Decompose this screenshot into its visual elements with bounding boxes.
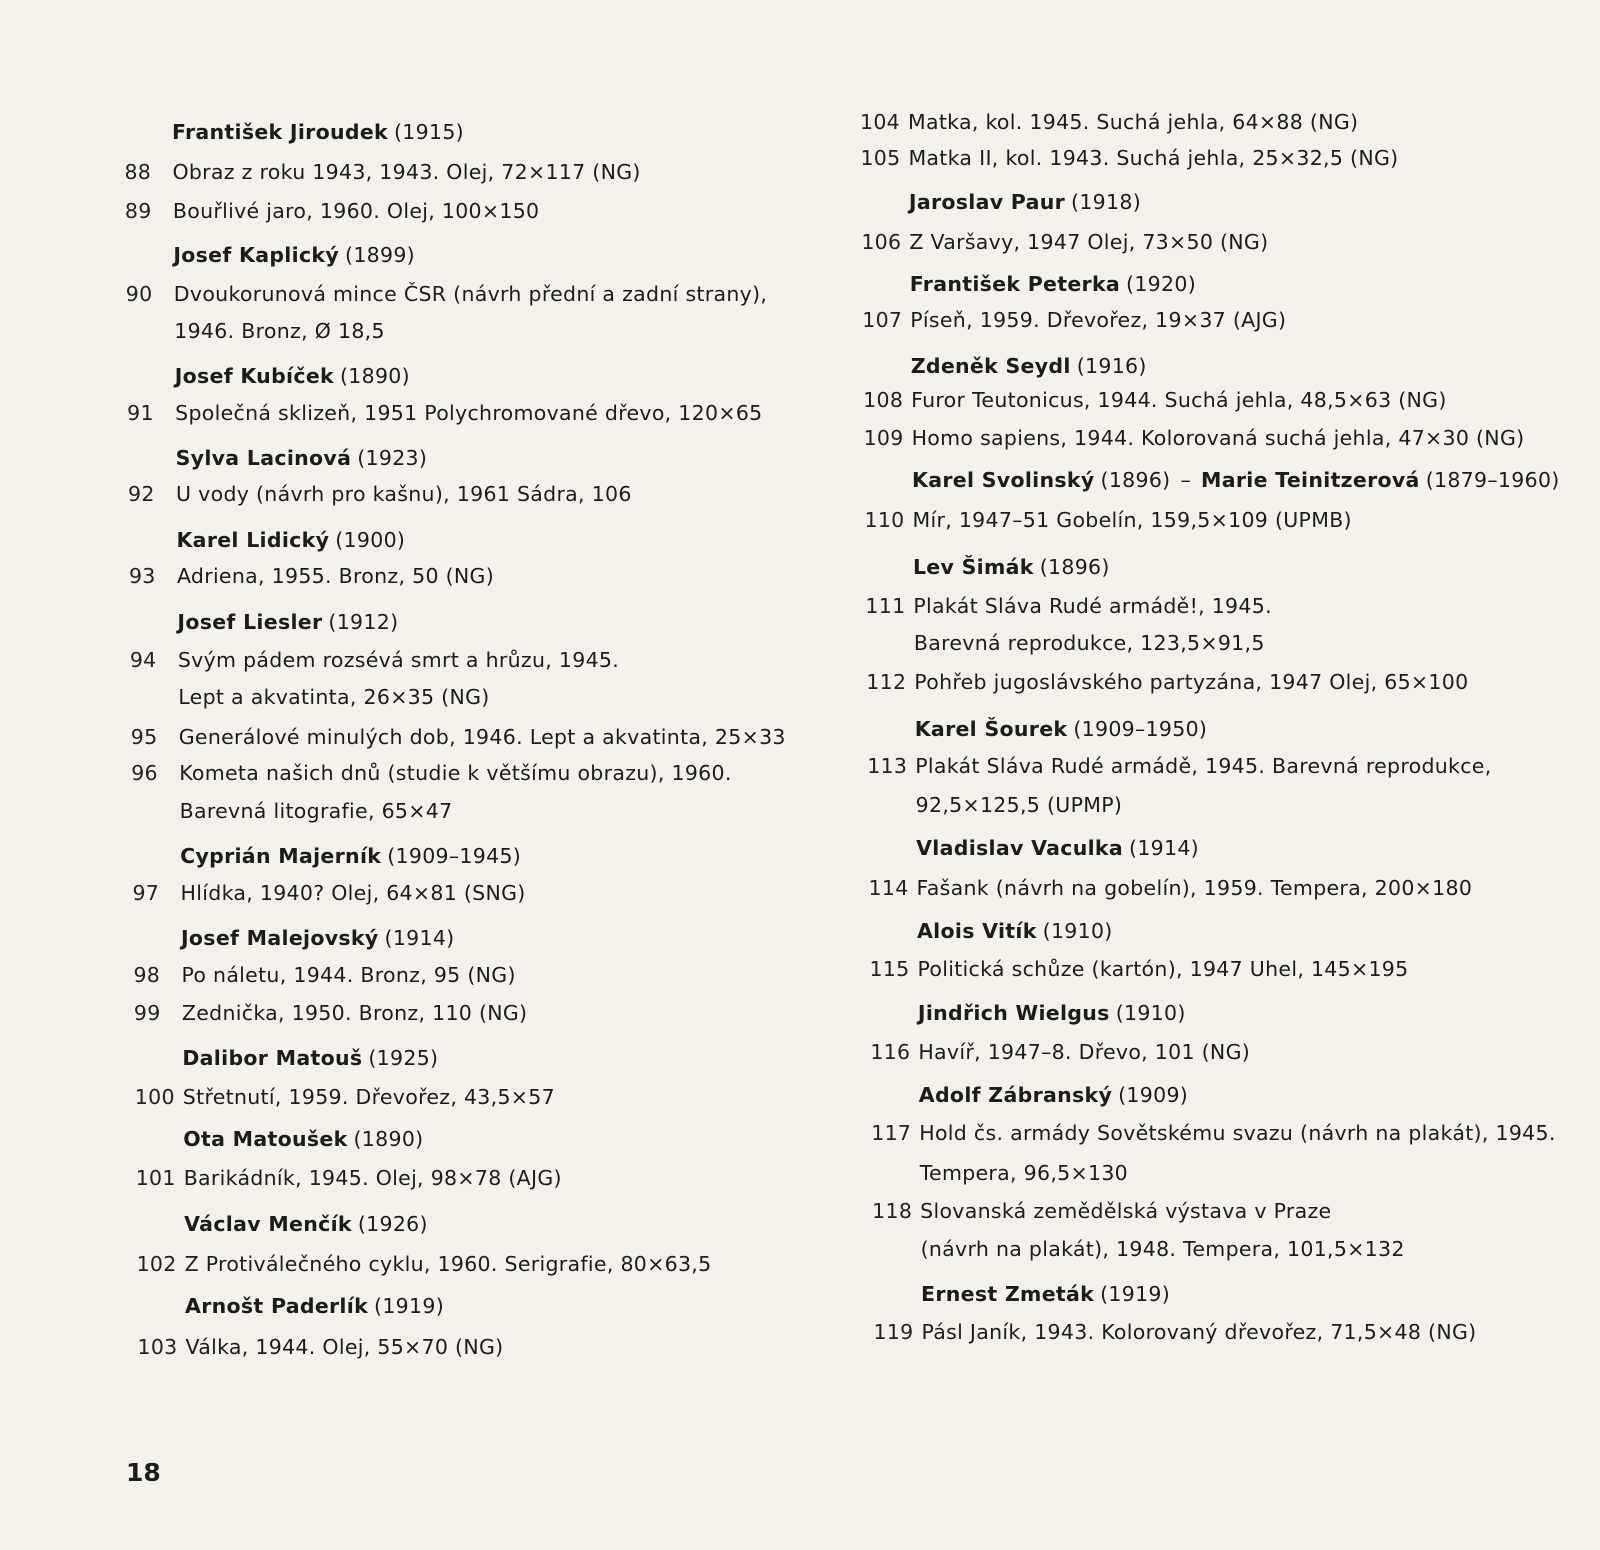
artist-heading <box>860 348 1600 384</box>
catalog-entry <box>860 588 1600 624</box>
entry-number: 116 <box>870 1040 911 1064</box>
entry-description-continued: Tempera, 96,5×130 <box>919 1161 1129 1185</box>
artist-heading <box>0 1288 800 1324</box>
entry-number: 103 <box>137 1335 178 1359</box>
artist-heading <box>0 920 800 956</box>
catalog-entry <box>0 476 800 512</box>
catalog-entry <box>0 276 800 312</box>
catalog-entry <box>0 1079 800 1115</box>
artist-name: František Jiroudek <box>172 120 388 144</box>
catalog-entry <box>860 870 1600 906</box>
entry-description-continued: Barevná reprodukce, 123,5×91,5 <box>913 631 1265 655</box>
entry-description: Svým pádem rozsévá smrt a hrůzu, 1945. <box>177 648 620 672</box>
artist-name: František Peterka <box>909 272 1121 296</box>
catalog-entry <box>860 1314 1600 1350</box>
entry-number: 89 <box>124 199 152 223</box>
entry-number: 110 <box>864 508 905 532</box>
artist-name-line <box>175 364 410 388</box>
artist-name: Václav Menčík <box>184 1212 352 1236</box>
entry-description-continued: (návrh na plakát), 1948. Tempera, 101,5×132 <box>920 1237 1405 1261</box>
artist-heading <box>0 440 800 476</box>
artist-name: Josef Kaplický <box>173 243 340 267</box>
entry-number: 95 <box>130 725 158 749</box>
artist-years: (1914) <box>1129 836 1199 860</box>
artist-name: Zdeněk Seydl <box>910 354 1071 378</box>
entry-number: 104 <box>860 110 901 134</box>
artist-years: (1896) <box>1039 555 1110 579</box>
artist-years: (1890) <box>353 1127 424 1151</box>
entry-description: Bouřlivé jaro, 1960. Olej, 100×150 <box>172 199 540 223</box>
artist-years: (1909–1945) <box>387 844 522 868</box>
artist-heading <box>0 838 800 874</box>
artist-name: Ota Matoušek <box>183 1127 348 1151</box>
artist-name-line <box>182 1046 438 1070</box>
entry-number: 119 <box>873 1320 914 1344</box>
entry-number: 118 <box>872 1199 913 1223</box>
catalog-entry <box>860 1115 1600 1151</box>
artist-name-line <box>912 468 1560 492</box>
entry-number: 114 <box>868 876 909 900</box>
entry-description: Hold čs. armády Sovětskému svazu (návrh na plakát), 1945. <box>919 1121 1556 1145</box>
artist-name-line <box>918 1001 1186 1025</box>
entry-description: Kometa našich dnů (studie k většímu obrazu), 1960. <box>179 761 732 785</box>
entry-number: 102 <box>136 1252 177 1276</box>
entry-description: Z Varšavy, 1947 Olej, 73×50 (NG) <box>909 230 1269 254</box>
artist-name: Dalibor Matouš <box>182 1046 363 1070</box>
artist-name-line <box>921 1282 1170 1306</box>
catalog-entry <box>0 558 800 594</box>
entry-continuation <box>0 313 800 349</box>
artist-name: Karel Šourek <box>914 717 1068 741</box>
artist-years: (1920) <box>1126 272 1197 296</box>
artist-heading <box>0 604 800 640</box>
artist-years: (1896) <box>1100 468 1171 492</box>
entry-continuation <box>0 793 800 829</box>
artist-years: (1918) <box>1071 190 1141 214</box>
artist-name-line <box>913 555 1110 579</box>
artist-years: (1899) <box>345 243 415 267</box>
artist-name-line <box>185 1294 444 1318</box>
catalog-entry <box>860 224 1600 260</box>
artist-name: Jindřich Wielgus <box>917 1001 1110 1025</box>
entry-number: 101 <box>135 1166 176 1190</box>
artist-years: (1914) <box>384 926 455 950</box>
artist-heading <box>0 114 800 150</box>
entry-number: 115 <box>869 957 910 981</box>
artist-name: Josef Malejovský <box>181 926 379 950</box>
entry-number: 92 <box>128 482 155 506</box>
entry-number: 107 <box>862 308 903 332</box>
artist-name: Josef Kubíček <box>174 364 334 388</box>
artist-name: Karel Lidický <box>176 528 330 552</box>
artist-heading <box>860 995 1600 1031</box>
entry-continuation <box>860 1231 1600 1267</box>
artist-years: (1923) <box>357 446 428 470</box>
entry-continuation <box>0 679 800 715</box>
entry-description: Pásl Janík, 1943. Kolorovaný dřevořez, 71,5×48 (NG) <box>921 1320 1477 1344</box>
entry-continuation <box>860 787 1600 823</box>
artist-years: (1910) <box>1115 1001 1186 1025</box>
entry-number: 106 <box>861 230 902 254</box>
catalog-entry <box>860 951 1600 987</box>
catalog-entry <box>0 1329 800 1365</box>
artist-name-line <box>911 354 1147 378</box>
artist-name: Lev Šimák <box>912 555 1034 579</box>
entry-description: Obraz z roku 1943, 1943. Olej, 72×117 (NG) <box>172 160 641 184</box>
entry-number: 96 <box>131 761 158 785</box>
entry-description: Dvoukorunová mince ČSR (návrh přední a zadní strany), <box>173 282 768 306</box>
entry-continuation <box>860 625 1600 661</box>
entry-description: Plakát Sláva Rudé armádě!, 1945. <box>913 594 1272 618</box>
entry-description: Píseň, 1959. Dřevořez, 19×37 (AJG) <box>910 308 1287 332</box>
artist-years: (1916) <box>1076 354 1147 378</box>
artist-heading <box>0 1040 800 1076</box>
artist-name-line <box>910 272 1196 296</box>
catalog-entry <box>0 154 800 190</box>
artist-name-line <box>172 120 464 144</box>
artist-name: Marie Teinitzerová <box>1201 468 1420 492</box>
artist-years: (1890) <box>339 364 410 388</box>
entry-description: Homo sapiens, 1944. Kolorovaná suchá jehla, 47×30 (NG) <box>911 426 1525 450</box>
entry-number: 94 <box>129 648 157 672</box>
entry-description: Mír, 1947–51 Gobelín, 159,5×109 (UPMB) <box>912 508 1352 532</box>
catalog-entry <box>860 302 1600 338</box>
catalog-entry <box>860 382 1600 418</box>
artist-name-line <box>180 844 521 868</box>
catalog-entry <box>860 1193 1600 1229</box>
entry-continuation <box>860 1155 1600 1191</box>
entry-description: Matka, kol. 1945. Suchá jehla, 64×88 (NG) <box>908 110 1359 134</box>
entry-number: 111 <box>865 594 906 618</box>
entry-description: Z Protiválečného cyklu, 1960. Serigrafie, 80×63,5 <box>184 1252 712 1276</box>
catalog-entry <box>0 755 800 791</box>
entry-number: 98 <box>133 963 161 987</box>
artist-heading <box>0 1121 800 1157</box>
artist-name: Karel Svolinský <box>912 468 1095 492</box>
entry-number: 108 <box>863 388 904 412</box>
artist-name-line <box>909 190 1141 214</box>
artist-name-line <box>917 919 1113 943</box>
entry-description: Fašank (návrh na gobelín), 1959. Tempera, 200×180 <box>916 876 1473 900</box>
entry-description: Furor Teutonicus, 1944. Suchá jehla, 48,5×63 (NG) <box>911 388 1447 412</box>
artist-separator: – <box>1180 468 1192 492</box>
artist-heading <box>0 358 800 394</box>
entry-description: Politická schůze (kartón), 1947 Uhel, 145×195 <box>917 957 1409 981</box>
artist-years: (1910) <box>1042 919 1113 943</box>
catalog-entry <box>0 1160 800 1196</box>
catalog-entry <box>860 140 1600 176</box>
entry-number: 112 <box>866 670 907 694</box>
entry-number: 113 <box>867 754 908 778</box>
catalog-entry <box>0 875 800 911</box>
artist-name: Adolf Zábranský <box>918 1083 1113 1107</box>
artist-heading <box>0 237 800 273</box>
entry-description: Zednička, 1950. Bronz, 110 (NG) <box>181 1001 528 1025</box>
artist-name-line <box>177 610 398 634</box>
catalog-entry <box>0 995 800 1031</box>
artist-name: Alois Vitík <box>917 919 1037 943</box>
artist-years: (1909–1950) <box>1073 717 1208 741</box>
artist-name: Jaroslav Paur <box>908 190 1066 214</box>
artist-years: (1912) <box>328 610 399 634</box>
artist-name-line <box>183 1127 423 1151</box>
artist-name-line <box>919 1083 1188 1107</box>
catalog-entry <box>0 193 800 229</box>
artist-years: (1915) <box>394 120 464 144</box>
entry-number: 109 <box>863 426 904 450</box>
artist-years: (1919) <box>374 1294 444 1318</box>
entry-number: 100 <box>134 1085 175 1109</box>
entry-number: 91 <box>127 401 154 425</box>
artist-name-line <box>173 243 415 267</box>
entry-number: 90 <box>125 282 153 306</box>
artist-name: Josef Liesler <box>177 610 323 634</box>
entry-number: 99 <box>133 1001 161 1025</box>
artist-name-line <box>177 528 406 552</box>
catalog-entry <box>860 1034 1600 1070</box>
artist-heading <box>860 830 1600 866</box>
entry-description-continued: Lept a akvatinta, 26×35 (NG) <box>178 685 490 709</box>
entry-description: Plakát Sláva Rudé armádě, 1945. Barevná reprodukce, <box>915 754 1492 778</box>
catalog-entry <box>860 748 1600 784</box>
catalog-entry <box>0 1246 800 1282</box>
catalog-entry <box>0 395 800 431</box>
catalog-entry <box>860 502 1600 538</box>
entry-number: 93 <box>128 564 156 588</box>
entry-description-continued: 1946. Bronz, Ø 18,5 <box>174 319 385 343</box>
artist-years: (1926) <box>357 1212 428 1236</box>
entry-number: 105 <box>860 146 901 170</box>
artist-name: Sylva Lacinová <box>175 446 352 470</box>
artist-heading <box>860 1077 1600 1113</box>
artist-heading <box>860 266 1600 302</box>
entry-description: Střetnutí, 1959. Dřevořez, 43,5×57 <box>182 1085 555 1109</box>
catalog-entry <box>860 664 1600 700</box>
artist-heading <box>860 549 1600 585</box>
entry-number: 117 <box>871 1121 912 1145</box>
artist-name-line <box>176 446 428 470</box>
catalog-entry <box>860 104 1600 140</box>
entry-description: Slovanská zemědělská výstava v Praze <box>920 1199 1332 1223</box>
artist-years: (1909) <box>1118 1083 1189 1107</box>
entry-description: Společná sklizeň, 1951 Polychromované dřevo, 120×65 <box>175 401 763 425</box>
artist-heading <box>860 1276 1600 1312</box>
entry-description: Barikádník, 1945. Olej, 98×78 (AJG) <box>183 1166 562 1190</box>
entry-description: U vody (návrh pro kašnu), 1961 Sádra, 106 <box>176 482 632 506</box>
artist-name-line <box>915 717 1207 741</box>
catalog-entry <box>0 642 800 678</box>
entry-description: Havíř, 1947–8. Dřevo, 101 (NG) <box>918 1040 1251 1064</box>
artist-heading <box>860 711 1600 747</box>
artist-heading <box>860 913 1600 949</box>
artist-name-line <box>916 836 1199 860</box>
entry-description-continued: 92,5×125,5 (UPMP) <box>915 793 1123 817</box>
entry-description-continued: Barevná litografie, 65×47 <box>179 799 453 823</box>
artist-heading <box>0 522 800 558</box>
artist-name: Ernest Zmeták <box>921 1282 1095 1306</box>
entry-description: Generálové minulých dob, 1946. Lept a akvatinta, 25×33 <box>178 725 786 749</box>
catalog-entry <box>0 957 800 993</box>
page-number: 18 <box>126 1458 161 1487</box>
artist-name: Cyprián Majerník <box>180 844 382 868</box>
artist-heading <box>860 462 1600 498</box>
artist-heading <box>0 1206 800 1242</box>
entry-number: 97 <box>132 881 160 905</box>
artist-name: Arnošt Paderlík <box>185 1294 369 1318</box>
entry-description: Válka, 1944. Olej, 55×70 (NG) <box>185 1335 504 1359</box>
entry-description: Po náletu, 1944. Bronz, 95 (NG) <box>181 963 516 987</box>
catalog-entry <box>860 420 1600 456</box>
artist-name: Vladislav Vaculka <box>916 836 1124 860</box>
artist-years: (1919) <box>1100 1282 1171 1306</box>
entry-description: Pohřeb jugoslávského partyzána, 1947 Olej, 65×100 <box>914 670 1469 694</box>
catalog-entry <box>0 719 800 755</box>
entry-description: Matka II, kol. 1943. Suchá jehla, 25×32,5 (NG) <box>908 146 1399 170</box>
artist-years: (1925) <box>368 1046 439 1070</box>
artist-name-line <box>181 926 454 950</box>
artist-name-line <box>184 1212 428 1236</box>
entry-description: Adriena, 1955. Bronz, 50 (NG) <box>176 564 495 588</box>
artist-years: (1900) <box>335 528 406 552</box>
entry-description: Hlídka, 1940? Olej, 64×81 (SNG) <box>180 881 526 905</box>
artist-years: (1879–1960) <box>1425 468 1560 492</box>
entry-number: 88 <box>124 160 152 184</box>
artist-heading <box>860 184 1600 220</box>
